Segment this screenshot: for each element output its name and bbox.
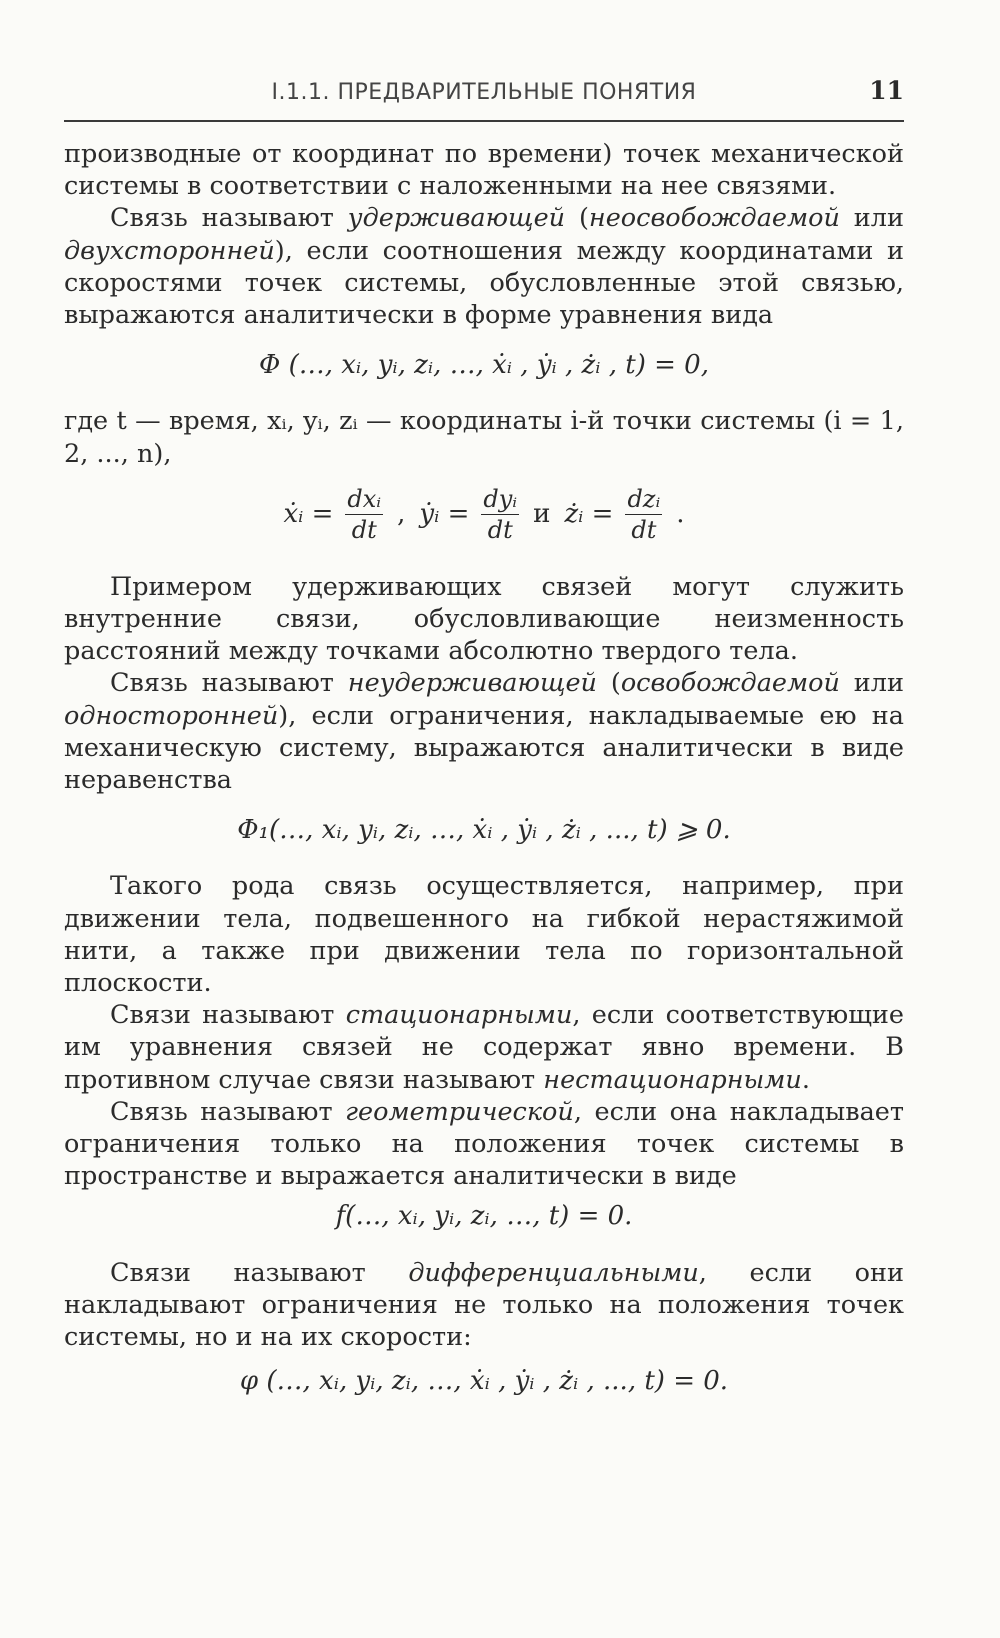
text-run: ), если ограничения, накладываемые ею на механическую систему, выражаются аналитически в виде неравенства — [64, 700, 904, 796]
paragraph-8 — [64, 1096, 904, 1193]
fraction — [625, 484, 662, 545]
term-differential: дифференциальными — [408, 1257, 699, 1288]
term-geometric: геометрической — [345, 1096, 574, 1127]
text-run: , если она накладывает ограничения только на положения точек системы в пространстве и выражается аналитически в виде — [64, 1096, 904, 1192]
formula-holonomic-constraint: Φ (…, xᵢ, yᵢ, zᵢ, …, ẋᵢ , ẏᵢ , żᵢ , t) = 0, — [259, 350, 709, 381]
paragraph-6: Такого рода связь осуществляется, например, при движении тела, подвешенного на гибкой нерастяжимой нити, а также при движении тела по горизонтальной плоскости. — [64, 871, 904, 999]
fraction-denominator: dt — [631, 515, 657, 544]
conjunction-and: и — [533, 499, 551, 530]
text-run: Связи называют — [110, 1000, 346, 1031]
paragraph-4: Примером удерживающих связей могут служить внутренние связи, обусловливающие неизменность расстояний между точками абсолютно твердого тела. — [64, 571, 904, 667]
fraction — [345, 484, 383, 545]
paragraph-9 — [64, 1257, 904, 1354]
text-run: ( — [596, 668, 621, 699]
comma: , — [397, 499, 406, 530]
text-run: ( — [565, 203, 589, 234]
term-releasable: освобождаемой — [620, 668, 840, 699]
velocity-definitions — [64, 484, 904, 545]
formula-inequality-constraint: Φ₁(…, xᵢ, yᵢ, zᵢ, …, ẋᵢ , ẏᵢ , żᵢ , ..., t) ⩾ 0. — [237, 815, 731, 846]
fraction-numerator: dyᵢ — [483, 484, 518, 513]
paragraph-5 — [64, 667, 904, 796]
text-run: или — [839, 203, 904, 234]
formula-differential-constraint: φ (…, xᵢ, yᵢ, zᵢ, …, ẋᵢ , ẏᵢ , żᵢ , ..., t) = 0. — [239, 1366, 729, 1397]
fraction — [481, 484, 519, 545]
fraction-denominator: dt — [487, 515, 513, 544]
running-head — [64, 76, 904, 122]
formula-geometric-constraint: f(…, xᵢ, yᵢ, zᵢ, …, t) = 0. — [335, 1201, 633, 1232]
term-non-stationary: нестационарными — [543, 1064, 802, 1095]
text-run: Связь называют — [110, 668, 348, 699]
text-run: , если они накладывают ограничения не только на положения точек системы, но и на их скорости: — [64, 1257, 904, 1353]
deriv-x-lhs: ẋᵢ = — [283, 499, 334, 530]
text-run: или — [839, 668, 904, 699]
text-run: Связь называют — [110, 1096, 346, 1127]
deriv-y-lhs: ẏᵢ = — [419, 499, 470, 530]
deriv-x — [283, 484, 383, 545]
fraction-numerator: dxᵢ — [347, 484, 382, 513]
period: . — [676, 499, 685, 530]
term-stationary: стационарными — [345, 1000, 573, 1031]
term-retaining: удерживающей — [347, 203, 566, 234]
deriv-z — [564, 484, 662, 545]
text-run: Связи называют — [110, 1257, 409, 1288]
term-non-releasable: неосвобождаемой — [588, 203, 840, 234]
deriv-y — [419, 484, 519, 545]
section-title: I.1.1. ПРЕДВАРИТЕЛЬНЫЕ ПОНЯТИЯ — [271, 80, 697, 105]
term-two-sided: двухсторонней — [64, 235, 275, 266]
text-run: , если соответствующие им уравнения связей не содержат явно времени. В противном случае связи называют — [64, 1000, 904, 1095]
body-text — [64, 138, 904, 1422]
term-non-retaining: неудерживающей — [347, 668, 597, 699]
term-one-sided: односторонней — [64, 700, 279, 731]
fraction-denominator: dt — [351, 515, 377, 544]
text-run: ), если соотношения между координатами и скоростями точек системы, обусловленные этой связью, выражаются аналитически в форме уравнения вида — [64, 235, 904, 331]
paragraph-7 — [64, 999, 904, 1096]
text-run: Связь называют — [110, 203, 348, 234]
deriv-z-lhs: żᵢ = — [564, 499, 614, 530]
paragraph-1: производные от координат по времени) точек механической системы в соответствии с наложенными на нее связями. — [64, 139, 904, 202]
paragraph-3: где t — время, xᵢ, yᵢ, zᵢ — координаты i-й точки системы (i = 1, 2, ..., n), — [64, 406, 904, 469]
paragraph-2 — [64, 202, 904, 331]
fraction-numerator: dzᵢ — [627, 484, 661, 513]
page-number: 11 — [869, 76, 904, 105]
text-run: . — [801, 1064, 810, 1095]
